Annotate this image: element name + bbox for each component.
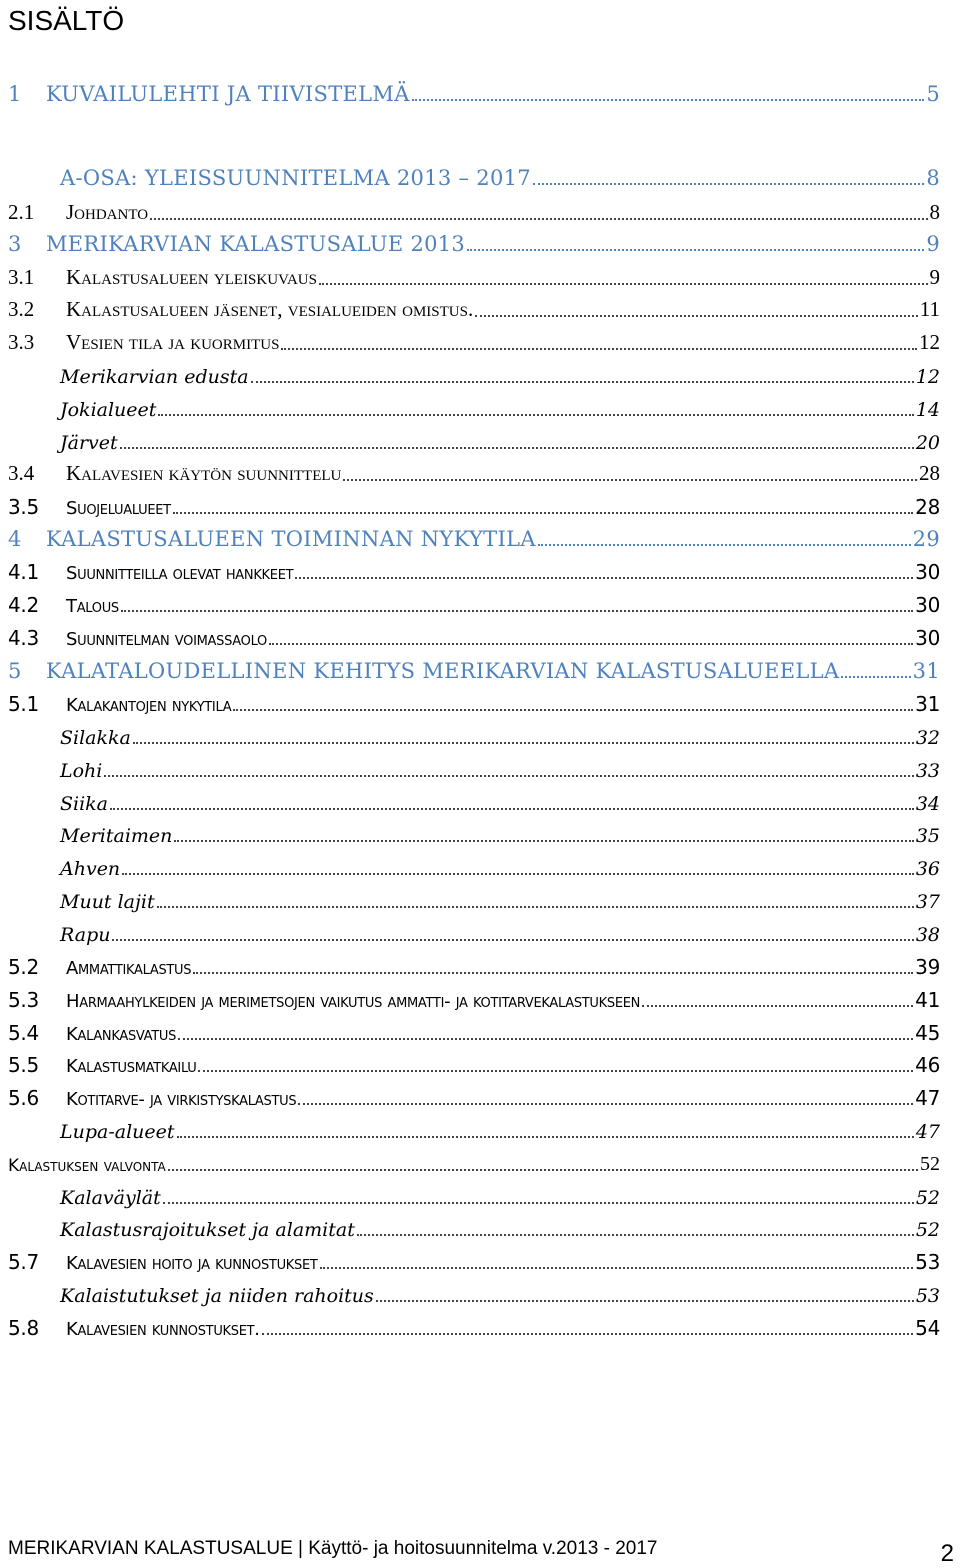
toc-entry-number: 4.3 (8, 626, 39, 650)
dot-leader (467, 248, 924, 251)
toc-entry-page: 14 (915, 399, 940, 421)
page-number: 2 (940, 1540, 954, 1567)
dot-leader (168, 1168, 918, 1171)
toc-entry-number: 5.3 (8, 988, 39, 1012)
toc-entry-page: 12 (919, 330, 940, 354)
toc-entry-page: 39 (915, 955, 940, 979)
toc-entry-label: Suunnitteilla olevat hankkeet (66, 563, 294, 584)
toc-entry[interactable] (8, 918, 940, 946)
toc-entry[interactable] (8, 1082, 940, 1110)
toc-entry[interactable] (8, 393, 940, 421)
toc-entry-page: 54 (915, 1316, 940, 1340)
toc-entry-page: 52 (915, 1219, 940, 1241)
toc-entry-label: A-OSA: YLEISSUUNNITELMA 2013 – 2017 (60, 166, 531, 190)
toc-entry[interactable] (8, 491, 940, 519)
toc-entry-page: 53 (915, 1250, 940, 1274)
toc-entry-label: Lohi (60, 760, 103, 782)
toc-entry-label: Lupa-alueet (60, 1121, 175, 1143)
dot-leader (178, 1037, 913, 1040)
dot-leader (122, 872, 914, 875)
toc-entry-page: 20 (915, 432, 940, 454)
toc-entry-label: Kalastusalueen yleiskuvaus (66, 265, 317, 289)
toc-entry-page: 38 (915, 924, 940, 946)
toc-entry-page: 30 (915, 560, 940, 584)
toc-entry[interactable] (8, 787, 940, 815)
toc-entry[interactable] (8, 1148, 940, 1176)
toc-entry[interactable] (8, 622, 940, 650)
toc-entry[interactable] (8, 852, 940, 880)
toc-entry-label: KALASTUSALUEEN TOIMINNAN NYKYTILA (46, 527, 536, 551)
dot-leader (269, 642, 913, 645)
toc-entry-page: 47 (915, 1121, 940, 1143)
footer-text: MERIKARVIAN KALASTUSALUE | Käyttö- ja hoitosuunnitelma v.2013 - 2017 (8, 1538, 658, 1559)
toc-entry-page: 12 (915, 366, 940, 388)
dot-leader (112, 938, 913, 941)
dot-leader (298, 1102, 913, 1105)
dot-leader (295, 576, 913, 579)
dot-leader (104, 774, 913, 777)
toc-entry[interactable] (8, 162, 940, 190)
toc-entry-label: Kalastusalueen jäsenet, vesialueiden omistus. (66, 297, 474, 321)
toc-entry[interactable] (8, 754, 940, 782)
toc-title: SISÄLTÖ (8, 5, 125, 36)
toc-entry-number: 3 (8, 232, 22, 256)
toc-entry[interactable] (8, 458, 940, 486)
toc-entry-label: Kalavesien hoito ja kunnostukset (66, 1253, 318, 1274)
dot-leader (174, 839, 913, 842)
toc-entry-number: 4 (8, 527, 22, 551)
dot-leader (163, 1201, 914, 1204)
toc-entry-label: Harmaahylkeiden ja merimetsojen vaikutus ammatti- ja kotitarvekalastukseen (66, 991, 641, 1012)
dot-leader (233, 708, 913, 711)
toc-entry-label: Merikarvian edusta (60, 366, 249, 388)
toc-entry-label: Kalavesien kunnostukset. (66, 1319, 260, 1340)
toc-entry-number: 4.1 (8, 560, 39, 584)
toc-entry-number: 3.3 (8, 330, 35, 354)
toc-entry-page: 47 (915, 1086, 940, 1110)
toc-entry[interactable] (8, 360, 940, 388)
dot-leader (475, 314, 918, 317)
toc-entry[interactable] (8, 1213, 940, 1241)
toc-entry[interactable] (8, 589, 940, 617)
dot-leader (357, 1233, 914, 1236)
dot-leader (262, 1332, 913, 1335)
toc-entry-label: Meritaimen (60, 825, 173, 847)
toc-entry-number: 5.4 (8, 1021, 39, 1045)
toc-entry-page: 33 (915, 760, 940, 782)
toc-entry-label: Siika (60, 793, 109, 815)
toc-entry[interactable] (8, 426, 940, 454)
toc-entry-label: Järvet (60, 432, 118, 454)
toc-entry-page: 45 (915, 1021, 940, 1045)
toc-entry-number: 5.6 (8, 1086, 39, 1110)
toc-entry-number: 1 (8, 82, 22, 106)
toc-entry[interactable] (8, 688, 940, 716)
toc-entry-number: 5.2 (8, 955, 39, 979)
dot-leader (533, 182, 924, 185)
toc-entry-label: Kalastusmatkailu (66, 1056, 197, 1077)
toc-entry-label: Kalaväylät (60, 1187, 161, 1209)
toc-entry-label: Kotitarve- ja virkistyskalastus (66, 1089, 297, 1110)
dot-leader (412, 98, 925, 101)
toc-entry[interactable] (8, 951, 940, 979)
toc-entry-page: 28 (919, 461, 940, 485)
toc-entry-label: Suojelualueet (66, 498, 171, 519)
toc-entry-page: 37 (915, 891, 940, 913)
toc-entry[interactable] (8, 1279, 940, 1307)
page-footer (8, 1538, 958, 1567)
toc-entry-page: 52 (915, 1187, 940, 1209)
toc-entry[interactable] (8, 721, 940, 749)
dot-leader (251, 380, 914, 383)
toc-entry[interactable] (8, 1181, 940, 1209)
toc-entry-label: Johdanto (66, 200, 149, 224)
toc-entry-label: MERIKARVIAN KALASTUSALUE 2013 (46, 232, 466, 256)
dot-leader (110, 807, 914, 810)
toc-entry-label: Vesien tila ja kuormitus (66, 330, 280, 354)
toc-entry-page: 32 (915, 727, 940, 749)
dot-leader (173, 511, 913, 514)
toc-entry-number: 3.2 (8, 297, 35, 321)
toc-entry-label: KALATALOUDELLINEN KEHITYS MERIKARVIAN KALASTUSALUEELLA (46, 659, 840, 683)
toc-entry-page: 41 (915, 988, 940, 1012)
dot-leader (376, 1299, 914, 1302)
dot-leader (133, 741, 914, 744)
toc-entry[interactable] (8, 984, 940, 1012)
toc-entry-page: 31 (912, 659, 940, 683)
toc-entry-label: Kalankasvatus (66, 1024, 177, 1045)
toc-entry-page: 9 (929, 265, 940, 289)
toc-entry-label: Muut lajit (60, 891, 155, 913)
toc-entry-page: 53 (915, 1285, 940, 1307)
dot-leader (158, 413, 913, 416)
toc-entry[interactable] (8, 885, 940, 913)
toc-entry-page: 36 (915, 858, 940, 880)
toc-entry-page: 5 (926, 82, 940, 106)
toc-entry[interactable] (8, 655, 940, 683)
toc-entry[interactable] (8, 1312, 940, 1340)
toc-entry-page: 34 (915, 793, 940, 815)
dot-leader (177, 1135, 914, 1138)
dot-leader (320, 1266, 914, 1269)
toc-entry[interactable] (8, 1049, 940, 1077)
toc-entry-label: Ahven (60, 858, 121, 880)
dot-leader (157, 905, 914, 908)
dot-leader (642, 1004, 913, 1007)
dot-leader (281, 347, 917, 350)
toc-entry[interactable] (8, 1246, 940, 1274)
toc-entry-page: 30 (915, 626, 940, 650)
toc-entry-number: 5.7 (8, 1250, 39, 1274)
toc-entry-number: 3.1 (8, 265, 35, 289)
toc-entry-label: Suunnitelman voimassaolo (66, 629, 267, 650)
toc-entry-page: 28 (915, 495, 940, 519)
toc-entry-page: 9 (926, 232, 940, 256)
toc-entry-label: Kalakantojen nykytila (66, 695, 232, 716)
toc-entry[interactable] (8, 1115, 940, 1143)
toc-entry-page: 29 (912, 527, 940, 551)
toc-entry-number: 5.5 (8, 1053, 39, 1077)
toc-entry[interactable] (8, 262, 940, 290)
toc-entry-label: Silakka (60, 727, 131, 749)
toc-entry-page: 11 (919, 297, 940, 321)
toc-entry[interactable] (8, 197, 940, 225)
dot-leader (841, 675, 910, 678)
toc-entry-label: Ammattikalastus (66, 958, 192, 979)
dot-leader (198, 1069, 913, 1072)
toc-entry-label: Kalavesien käytön suunnittelu (66, 461, 342, 485)
dot-leader (193, 971, 913, 974)
toc-entry-page: 52 (920, 1153, 940, 1175)
toc-entry[interactable] (8, 78, 940, 106)
dot-leader (343, 478, 917, 481)
toc-entry-number: 3.5 (8, 495, 39, 519)
toc-entry-page: 8 (926, 166, 940, 190)
toc-entry-number: 3.4 (8, 461, 35, 485)
dot-leader (150, 217, 927, 220)
toc-entry[interactable] (8, 556, 940, 584)
toc-entry-label: Kalastuksen valvonta (8, 1156, 166, 1176)
toc-entry[interactable] (8, 327, 940, 355)
toc-entry-page: 31 (915, 692, 940, 716)
toc-entry-label: Kalaistutukset ja niiden rahoitus (60, 1285, 374, 1307)
dot-leader (120, 446, 914, 449)
dot-leader (121, 609, 913, 612)
toc-entry-label: Rapu (60, 924, 111, 946)
toc-entry-number: 4.2 (8, 593, 39, 617)
dot-leader (538, 543, 911, 546)
toc-entry[interactable] (8, 294, 940, 322)
toc-entry-page: 30 (915, 593, 940, 617)
toc-entry-number: 5.8 (8, 1316, 39, 1340)
toc-entry[interactable] (8, 523, 940, 551)
toc-entry[interactable] (8, 819, 940, 847)
toc-entry-label: Jokialueet (60, 399, 157, 421)
toc-entry-page: 46 (915, 1053, 940, 1077)
toc-entry-number: 2.1 (8, 200, 35, 224)
toc-entry-label: Kalastusrajoitukset ja alamitat (60, 1219, 355, 1241)
dot-leader (319, 282, 928, 285)
toc-entry[interactable] (8, 1017, 940, 1045)
toc-entry-label: KUVAILULEHTI JA TIIVISTELMÄ (46, 82, 410, 106)
toc-entry-number: 5.1 (8, 692, 39, 716)
toc-entry-number: 5 (8, 659, 22, 683)
toc-entry-page: 35 (915, 825, 940, 847)
toc-entry[interactable] (8, 228, 940, 256)
toc-entry-label: Talous (66, 596, 119, 617)
toc-entry-page: 8 (929, 200, 940, 224)
